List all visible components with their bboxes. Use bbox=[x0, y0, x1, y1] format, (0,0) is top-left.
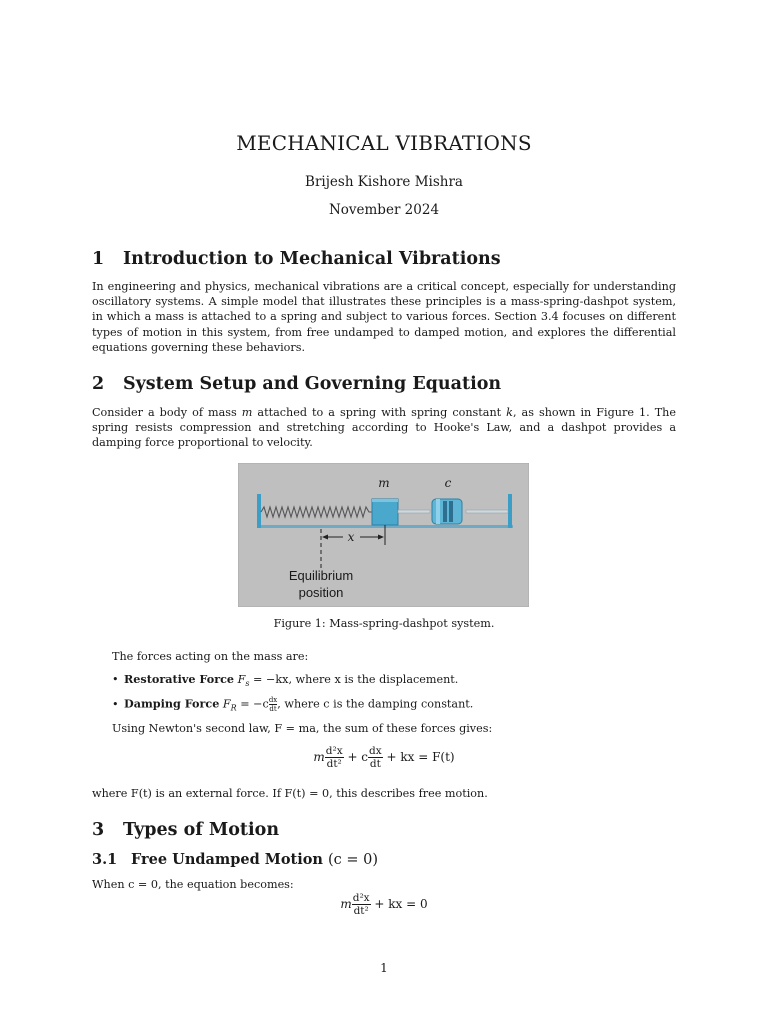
label-c: c bbox=[444, 476, 452, 490]
section-number: 1 bbox=[92, 249, 105, 269]
undamped-equation: m $\frac{\text{d²x}}{\text{dt²}}$ + kx = 0 bbox=[340, 892, 428, 917]
document-date: November 2024 bbox=[328, 202, 440, 218]
label-equilibrium: Equilibrium bbox=[288, 568, 354, 583]
document-author: Brijesh Kishore Mishra bbox=[305, 174, 463, 190]
subsection-number: 3.1 bbox=[92, 851, 118, 868]
dashpot-piston-2 bbox=[449, 501, 453, 522]
page-number: 1 bbox=[380, 961, 388, 975]
section-3-heading bbox=[92, 820, 279, 840]
section-title: System Setup and Governing Equation bbox=[123, 374, 502, 394]
undamped-line: When c = 0, the equation becomes: bbox=[92, 878, 294, 891]
bullet-restorative-force: • Restorative Force $F_s = -kx$, where x is the displacement. bbox=[112, 672, 459, 689]
newton-law-line: Using Newton's second law, F = ma, the sum of these forces gives: bbox=[112, 722, 493, 735]
section-title: Introduction to Mechanical Vibrations bbox=[123, 249, 501, 269]
label-x: x bbox=[347, 530, 355, 544]
bullet-damping-force: • Damping Force $F_R = -c$ $\frac{dx}{dt}$ , where c is the damping constant. bbox=[112, 696, 474, 713]
subsection-3-1-heading bbox=[92, 851, 378, 868]
figure-caption: Figure 1: Mass-spring-dashpot system. bbox=[273, 617, 495, 630]
mass-highlight bbox=[372, 499, 398, 502]
left-wall bbox=[257, 494, 261, 528]
mass-block bbox=[372, 499, 398, 525]
dashpot-piston bbox=[443, 501, 447, 522]
section-number: 3 bbox=[92, 820, 105, 840]
governing-equation: m $\frac{\text{d²x}}{\text{dt²}}$ + c $\frac{dx}{dt}$ + kx = F(t) bbox=[313, 745, 455, 770]
subsection-title-math: (c = 0) bbox=[327, 852, 379, 868]
rod-left bbox=[398, 510, 430, 513]
right-wall bbox=[508, 494, 512, 528]
section-1-heading bbox=[92, 249, 501, 269]
external-force-line: where F(t) is an external force. If F(t) = 0, this describes free motion. bbox=[92, 787, 488, 800]
subsection-title: Free Undamped Motion bbox=[131, 851, 328, 868]
document-title: MECHANICAL VIBRATIONS bbox=[236, 131, 532, 155]
forces-intro: The forces acting on the mass are: bbox=[112, 650, 309, 663]
section-1-paragraph: In engineering and physics, mechanical vibrations are a critical concept, especially for understanding oscillatory systems. A simple model that illustrates these principles is a mass-spring-dashpot system, in which a mass is attached to a spring and subject to various forces. Section 3.4 focuses on different types of motion in this system, from free undamped to damped motion, and explores the differential equations governing these behaviors. bbox=[92, 280, 676, 354]
section-2-heading bbox=[92, 374, 501, 394]
dashpot-highlight bbox=[436, 499, 440, 524]
rod-right bbox=[466, 510, 508, 513]
section-2-intro: Consider a body of mass m attached to a spring with spring constant k, as shown in Figure 1. The spring resists compression and stretching according to Hooke's Law, and a dashpot provides a damping force proportional to velocity. bbox=[92, 406, 676, 450]
label-m: m bbox=[378, 476, 390, 490]
mass-spring-dashpot-figure bbox=[238, 463, 529, 607]
label-position: position bbox=[298, 585, 344, 600]
section-title: Types of Motion bbox=[123, 820, 280, 840]
section-number: 2 bbox=[92, 374, 105, 394]
